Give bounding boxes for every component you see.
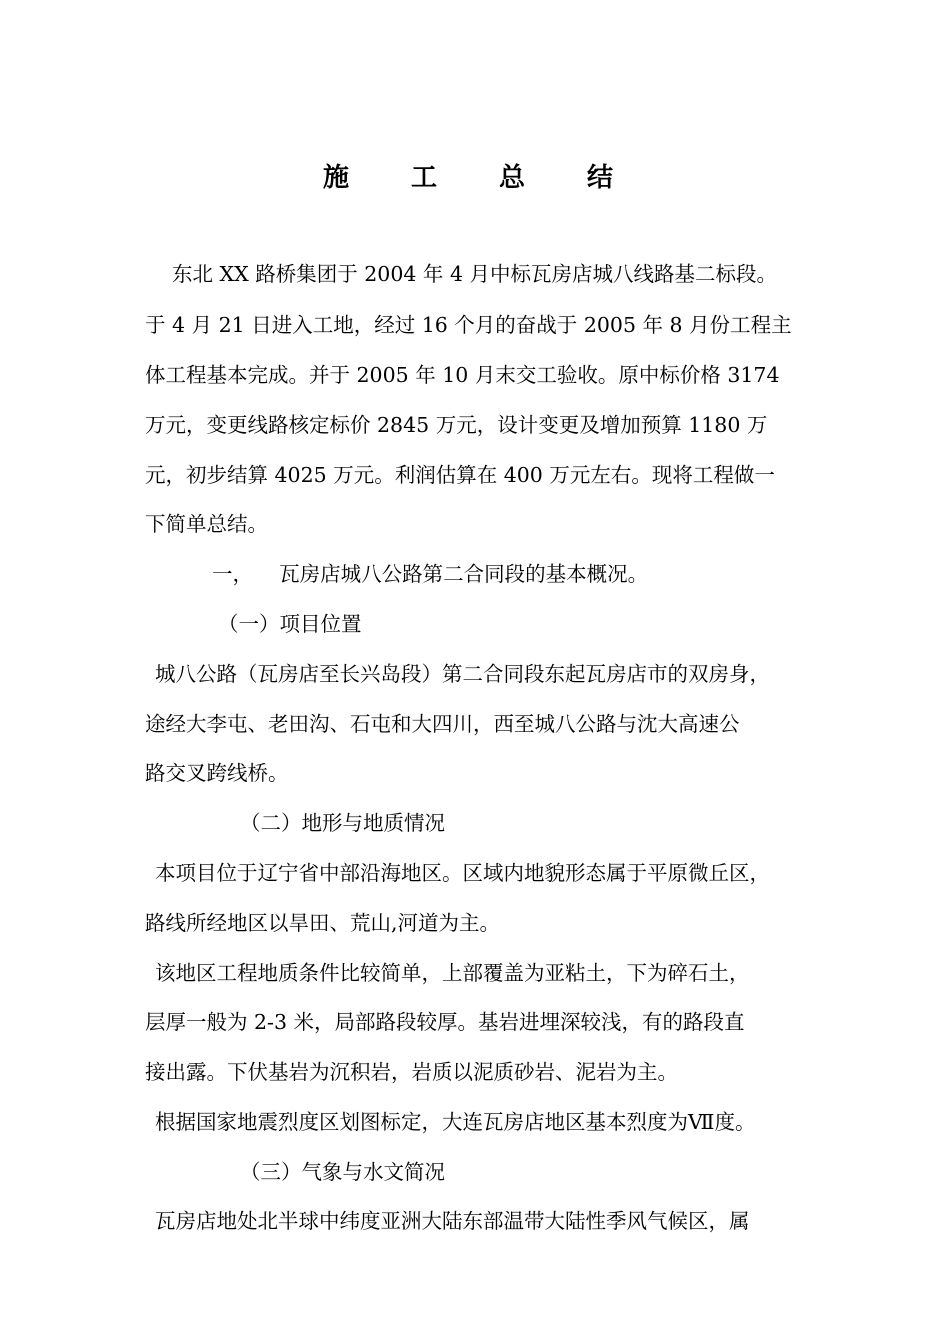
paragraph-line: 万元，变更线路核定标价 2845 万元，设计变更及增加预算 1180 万: [145, 413, 768, 437]
paragraph-line: 接出露。下伏基岩为沉积岩，岩质以泥质砂岩、泥岩为主。: [145, 1060, 678, 1084]
title-char: 结: [587, 163, 614, 193]
title-char: 施: [323, 163, 350, 193]
subsection-heading: （一）项目位置: [218, 612, 362, 636]
document-title: [323, 160, 623, 196]
paragraph-line: 该地区工程地质条件比较简单，上部覆盖为亚粘土，下为碎石土，: [155, 961, 750, 985]
paragraph-line: 元，初步结算 4025 万元。利润估算在 400 万元左右。现将工程做一: [145, 463, 775, 487]
paragraph-line: 下简单总结。: [145, 512, 268, 536]
paragraph-line: 根据国家地震烈度区划图标定，大连瓦房店地区基本烈度为Ⅶ度。: [155, 1110, 756, 1134]
paragraph-line: 体工程基本完成。并于 2005 年 10 月末交工验收。原中标价格 3174: [145, 363, 780, 387]
paragraph-line: 层厚一般为 2-3 米，局部路段较厚。基岩进埋深较浅，有的路段直: [145, 1010, 745, 1034]
subsection-heading: （二）地形与地质情况: [240, 811, 445, 835]
title-char: 工: [411, 163, 438, 193]
paragraph-line: 瓦房店地处北半球中纬度亚洲大陆东部温带大陆性季风气候区，属: [155, 1209, 750, 1233]
title-char: 总: [499, 163, 526, 193]
paragraph-line: 途经大李屯、老田沟、石屯和大四川，西至城八公路与沈大高速公: [145, 712, 740, 736]
paragraph-line: 东北 XX 路桥集团于 2004 年 4 月中标瓦房店城八线路基二标段。: [172, 262, 777, 286]
paragraph-line: 本项目位于辽宁省中部沿海地区。区域内地貌形态属于平原微丘区，: [155, 861, 770, 885]
subsection-heading: （三）气象与水文简况: [240, 1160, 445, 1184]
paragraph-line: 路交叉跨线桥。: [145, 761, 289, 785]
paragraph-line: 路线所经地区以旱田、荒山,河道为主。: [145, 911, 501, 935]
paragraph-line: 城八公路（瓦房店至长兴岛段）第二合同段东起瓦房店市的双房身，: [155, 662, 770, 686]
paragraph-line: 于 4 月 21 日进入工地，经过 16 个月的奋战于 2005 年 8 月份工程主: [145, 313, 792, 337]
section-heading: 一， 瓦房店城八公路第二合同段的基本概况。: [212, 562, 649, 586]
